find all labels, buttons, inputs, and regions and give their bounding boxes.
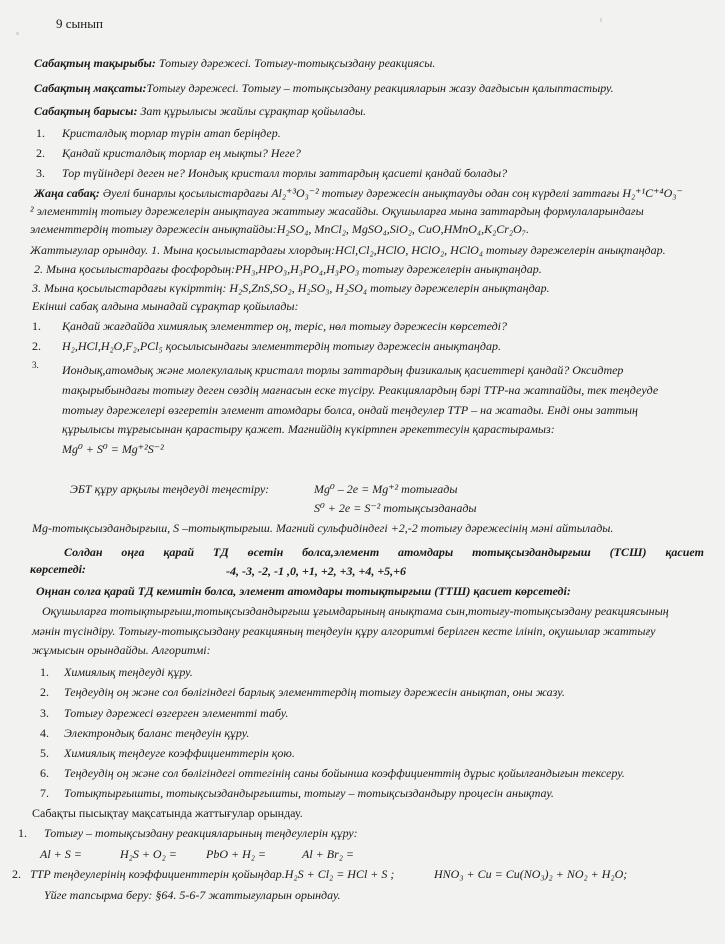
second-question-3-line-4: құрылысы тұрғысынан қарастыру қажет. Магнийдің күкіртпен әрекеттесуін қарастырамыз: <box>62 422 555 436</box>
exercise-1: Жаттығулар орындау. 1. Мына қосылыстардағы хлордың:HCl,Cl₂,HClO, HClO₂, HClO₄ тотығу дәрежелерін анықтаңдар. <box>30 243 666 257</box>
scan-speck <box>16 32 19 35</box>
list-number: 6. <box>40 766 49 780</box>
algorithm-step-6: Теңдеудің оң және сол бөлігіндегі оттегінің саны бойынша коэффициенттің дұрыс қойылғандығын тексеру. <box>64 766 625 780</box>
exercise-intro: Екінші сабақ алдына мынадай сұрақтар қойылады: <box>32 299 299 313</box>
electron-balance-label: ЭБТ құру арқылы теңдеуді теңестіру: <box>70 482 270 496</box>
task-1-equation-3: PbO + H₂ = <box>206 847 267 861</box>
left-to-right-rule-end: көрсетеді: <box>30 562 86 576</box>
task-1: Тотығу – тотықсыздану реакцияларының теңдеулерін құру: <box>44 826 358 840</box>
question-1: Кристалдық торлар түрін атап беріңдер. <box>62 126 281 140</box>
new-lesson-line-3: элементтердің тотығу дәрежесін анықтайды:H₂SO₄, MnCl₂, MgSO₄,SiO₂, CuO,HMnO₄,K₂Cr₂O₇. <box>30 222 529 236</box>
algorithm-step-2: Теңдеудің оң және сол бөлігіндегі барлық элементтердің тотығу дәрежесін анықтап, оны жазу. <box>64 685 565 699</box>
list-number: 2. <box>36 146 45 160</box>
list-number: 7. <box>40 786 49 800</box>
question-3: Тор түйіндері деген не? Иондық кристалл торлы заттардың қасиеті қандай болады? <box>62 166 508 180</box>
second-question-3-line-2: тақырыбындағы тотығу деген сөздің мағнасын еске түсіру. Реакциялардың бәрі ТТР-на жатпайды, тек теңдеуде <box>62 383 659 397</box>
algorithm-step-5: Химиялық теңдеуге коэффициенттерін қою. <box>64 746 295 760</box>
consolidation-line: Сабақты пысықтау мақсатында жаттығулар орындау. <box>32 806 303 820</box>
algorithm-step-7: Тотықтырғышты, тотықсыздандырғышты, тотығу – тотықсыздандыру процесін анықтау. <box>64 786 554 800</box>
task-2-equation-2: HNO₃ + Cu = Cu(NO₃)₂ + NO₂ + H₂O; <box>434 867 628 881</box>
list-number: 4. <box>40 726 49 740</box>
list-number: 3. <box>40 706 49 720</box>
half-reaction-reduction: S⁰ + 2e = S⁻² тотықсызданады <box>314 501 477 515</box>
list-number: 1. <box>18 826 27 840</box>
list-number: 1. <box>36 126 45 140</box>
second-question-3-line-1: Иондық,атомдық және молекулалық кристалл торлы заттардың физикалық қасиеттері қандай? Оксидтер <box>62 363 624 377</box>
list-number: 3. <box>32 360 39 370</box>
explanation-line-1: Оқушыларға тотықтырғыш,тотықсыздандырғыш ұғымдарының анықтама сын,тотығу-тотықсыздану реакциясының <box>42 604 669 618</box>
scan-speck <box>600 18 602 22</box>
grade-label: 9 сынып <box>56 16 103 31</box>
list-number: 1. <box>32 319 41 333</box>
task-1-equation-2: H₂S + O₂ = <box>120 847 177 861</box>
algorithm-step-4: Электрондық баланс теңдеуін құру. <box>64 726 250 740</box>
process-line: Сабақтың барысы: Зат құрылысы жайлы сұрақтар қойылады. <box>34 104 367 118</box>
task-2: ТТР теңдеулерінің коэффициенттерін қойыңдар.H₂S + Cl₂ = HCl + S ; <box>30 867 395 881</box>
left-to-right-rule: Солдан оңға қарай ТД өсетін болса,элемент атомдары тотықсыздандырғыш (ТСШ) қасиет <box>64 545 704 559</box>
exercise-3: 3. Мына қосылыстардағы күкірттің: H₂S,ZnS,SO₂, H₂SO₃, H₂SO₄ тотығу дәрежелерін анықтаңдар. <box>32 281 550 295</box>
exercise-2: 2. Мына қосылыстардағы фосфордың:PH₃,HPO₃,H₃PO₄,H₃PO₃ тотығу дәрежелерін анықтаңдар. <box>34 262 542 276</box>
right-to-left-rule: Оңнан солға қарай ТД кемитін болса, элемент атомдары тотықтырғыш (ТТШ) қасиет көрсетеді: <box>36 584 571 598</box>
new-lesson-line-2: ² элементтің тотығу дәрежелерін анықтауға жаттығу жасайды. Оқушыларға мына заттардың формулаларындағы <box>30 204 644 218</box>
algorithm-step-3: Тотығу дәрежесі өзгерген элементті табу. <box>64 706 289 720</box>
explanation-line-2: мәнін түсіндіру. Тотығу-тотықсыздану реакцияның теңдеуін құру алгоритмі берілген кесте ілініп, оқушылар жаттығу <box>32 624 656 638</box>
list-number: 3. <box>36 166 45 180</box>
list-number: 2. <box>32 339 41 353</box>
algorithm-step-1: Химиялық теңдеуді құру. <box>64 665 193 679</box>
goal-line: Сабақтың мақсаты:Тотығу дәрежесі. Тотығу – тотықсыздану реакцияларын жазу дағдысын қалыптастыру. <box>34 81 614 95</box>
second-question-1: Қандай жағдайда химиялық элементтер оң, теріс, нөл тотығу дәрежесін көрсетеді? <box>62 319 508 333</box>
list-number: 1. <box>40 665 49 679</box>
new-lesson-line: Жаңа сабақ: Әуелі бинарлы қосылыстардағы Al₂⁺³O₃⁻² тотығу дәрежесін анықтауды одан соң күрделі заттағы H₂⁺¹C⁺⁴O₃⁻ <box>34 186 683 200</box>
reducer-oxidizer-note: Mg-тотықсыздандырғыш, S –тотықтырғыш. Магний сульфидіндегі +2,-2 тотығу дәрежесінің мәні айтылады. <box>32 521 614 535</box>
task-1-equation-1: Al + S = <box>40 847 82 861</box>
task-1-equation-4: Al + Br₂ = <box>302 847 355 861</box>
magnesium-equation: Mg⁰ + S⁰ = Mg⁺²S⁻² <box>62 442 164 456</box>
topic-line: Сабақтың тақырыбы: Тотығу дәрежесі. Тотығу-тотықсыздану реакциясы. <box>34 56 436 70</box>
question-2: Қандай кристалдық торлар ең мықты? Неге? <box>62 146 301 160</box>
list-number: 2. <box>40 685 49 699</box>
explanation-line-3: жұмысын орындайды. Алгоритмі: <box>32 643 211 657</box>
second-question-2: H₂,HCl,H₂O,F₂,PCl₅ қосылысындағы элементтердің тотығу дәрежесін анықтаңдар. <box>62 339 501 353</box>
list-number: 2. <box>12 867 21 881</box>
homework-line: Үйге тапсырма беру: §64. 5-6-7 жаттығуларын орындау. <box>44 888 341 902</box>
list-number: 5. <box>40 746 49 760</box>
second-question-3-line-3: тотығу дәрежелері өзгеретін элемент атомдары болса, ондай теңдеулер ТТР – на жатады. Енді оны заттың <box>62 403 638 417</box>
oxidation-state-scale: -4, -3, -2, -1 ,0, +1, +2, +3, +4, +5,+6 <box>226 564 407 578</box>
half-reaction-oxidation: Mg⁰ – 2e = Mg⁺² тотығады <box>314 482 458 496</box>
